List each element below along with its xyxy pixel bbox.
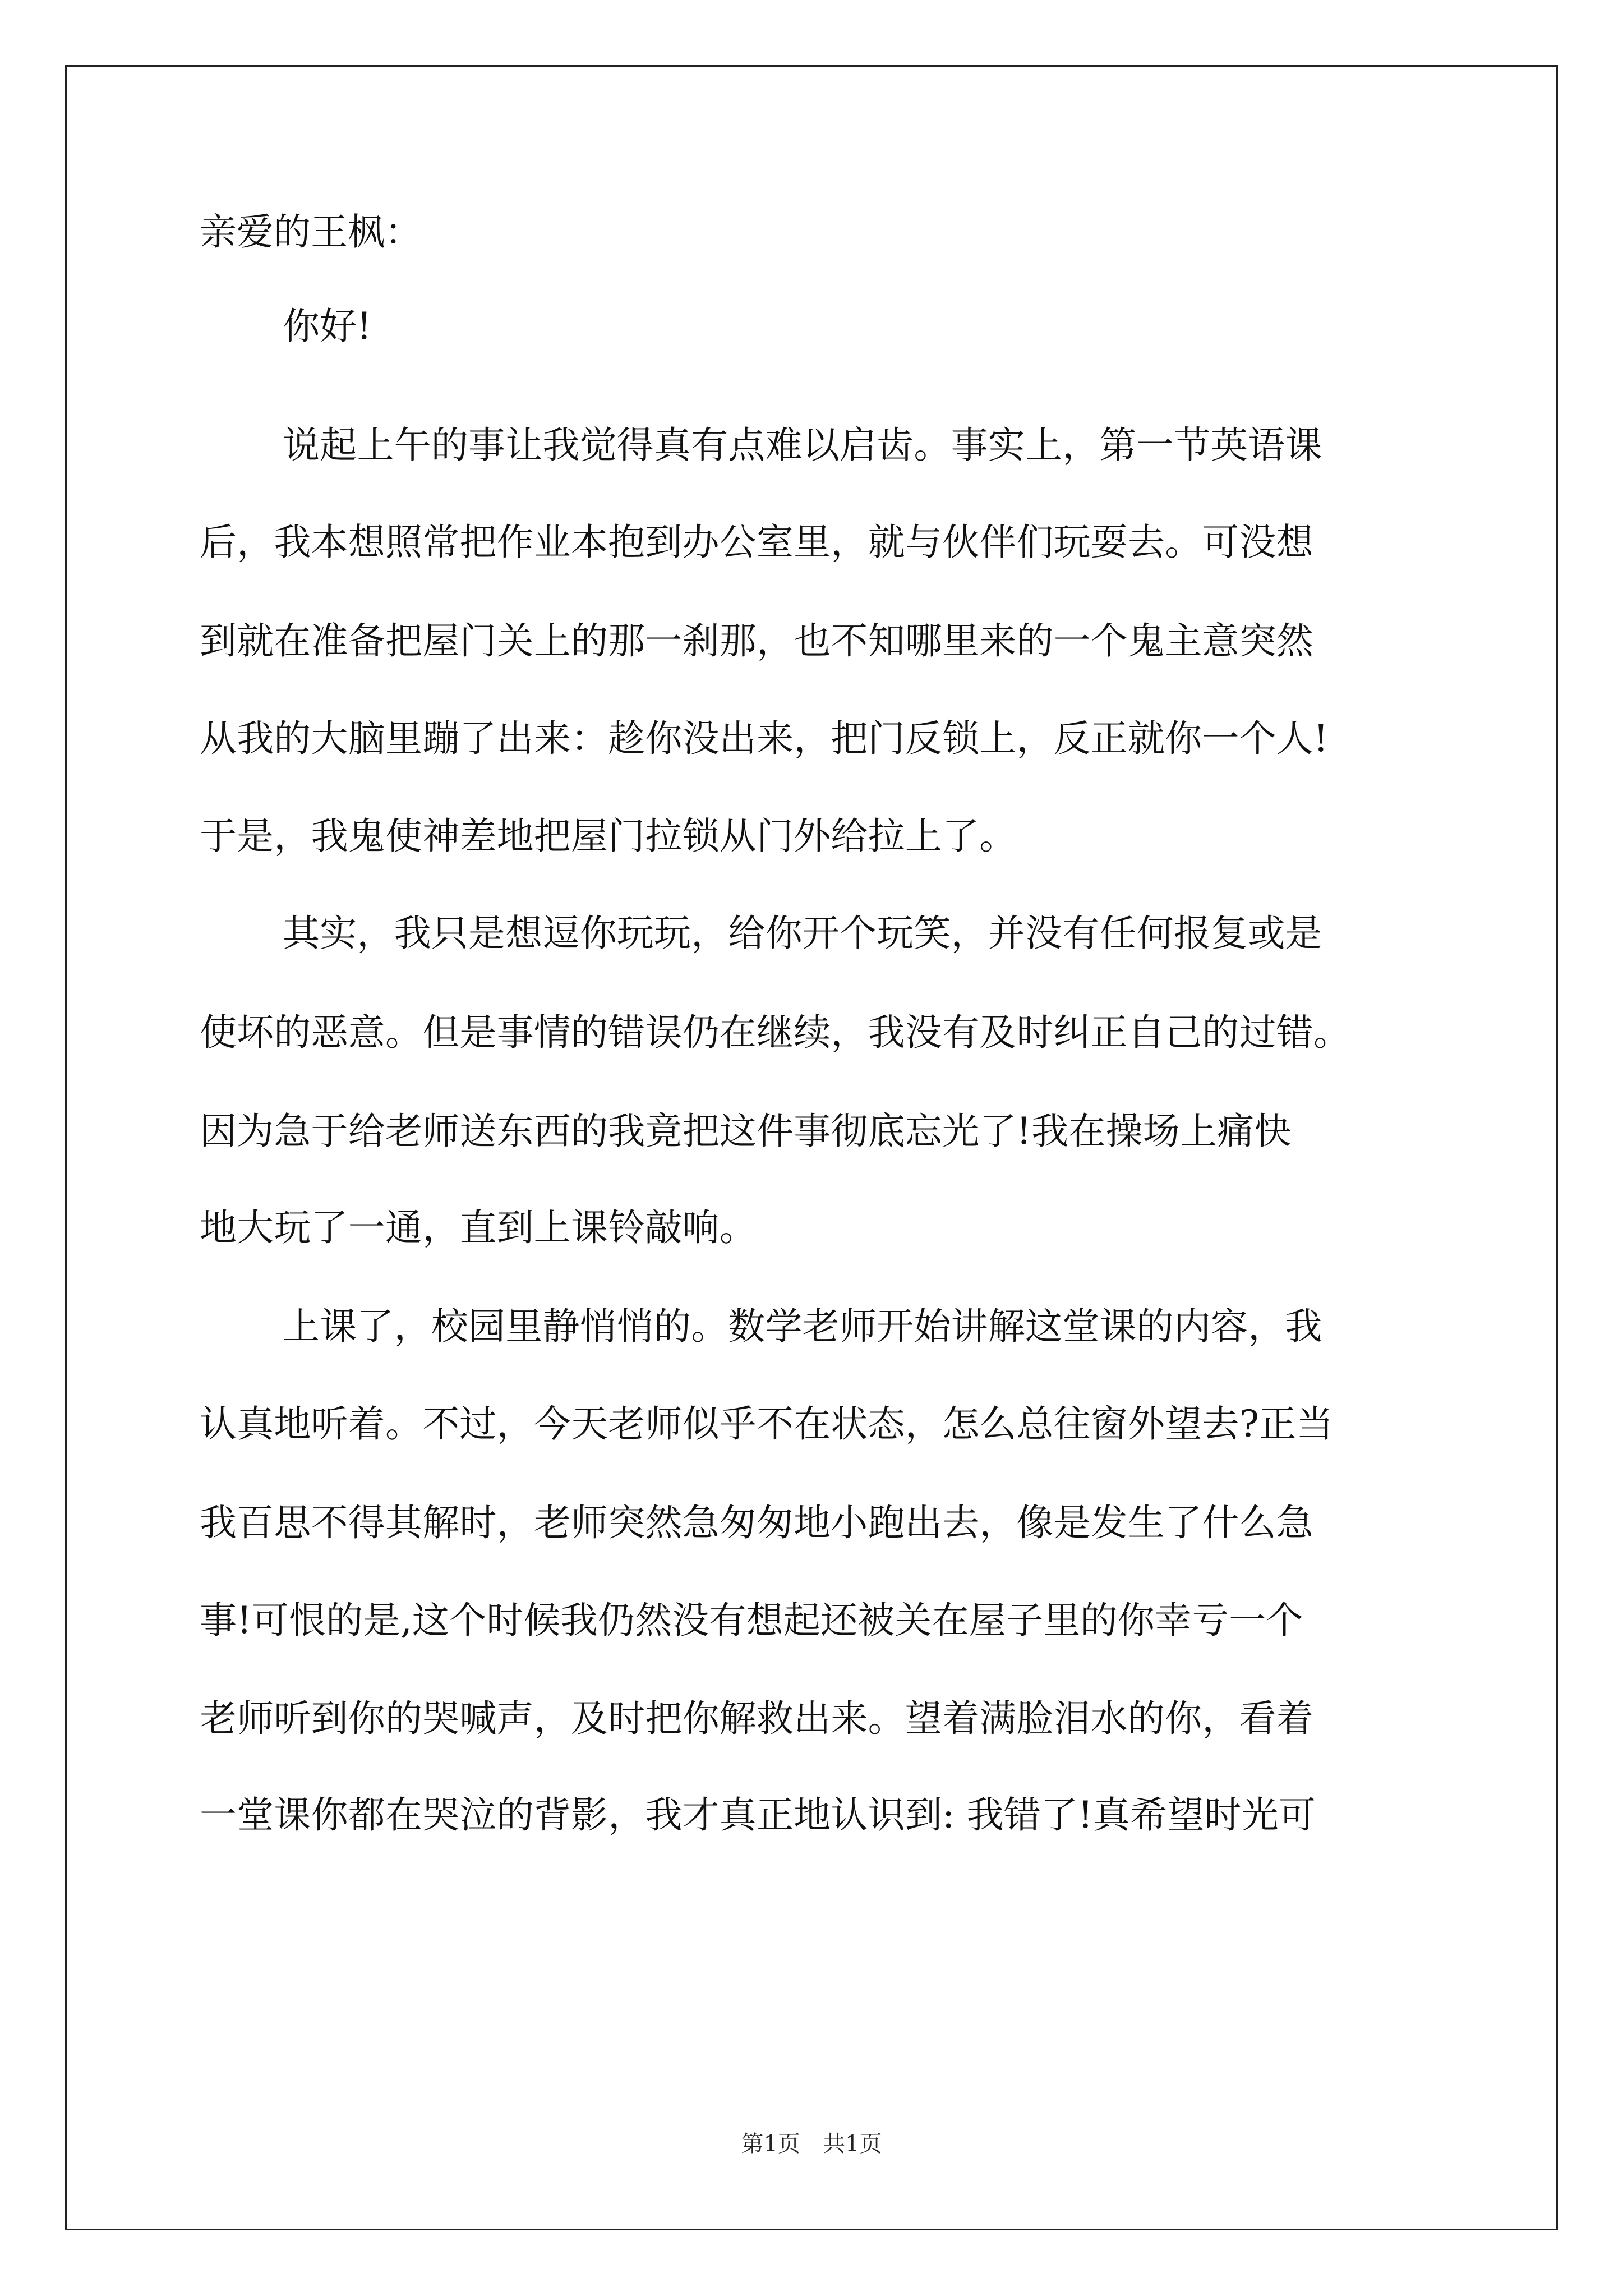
paragraph-2-line-3: 因为急于给老师送东西的我竟把这件事彻底忘光了!我在操场上痛快	[200, 1110, 1292, 1153]
paragraph-2-line-2: 使坏的恶意。但是事情的错误仍在继续，我没有及时纠正自己的过错。	[200, 1011, 1351, 1054]
paragraph-1-line-2: 后，我本想照常把作业本抱到办公室里，就与伙伴们玩耍去。可没想	[200, 521, 1313, 564]
page-number: 第1页 共1页	[741, 2131, 882, 2157]
salutation: 亲爱的王枫：	[200, 210, 422, 254]
paragraph-1-line-1: 说起上午的事让我觉得真有点难以启齿。事实上，第一节英语课	[283, 424, 1322, 467]
paragraph-2-line-1: 其实，我只是想逗你玩玩，给你开个玩笑，并没有任何报复或是	[283, 912, 1322, 955]
paragraph-1-line-5: 于是，我鬼使神差地把屋门拉锁从门外给拉上了。	[200, 815, 1017, 858]
paragraph-2-line-4: 地大玩了一通，直到上课铃敲响。	[200, 1206, 757, 1249]
paragraph-3-line-2: 认真地听着。不过，今天老师似乎不在状态，怎么总往窗外望去?正当	[200, 1402, 1334, 1446]
paragraph-3-line-3: 我百思不得其解时，老师突然急匆匆地小跑出去，像是发生了什么急	[200, 1501, 1313, 1544]
paragraph-1-line-4: 从我的大脑里蹦了出来：趁你没出来，把门反锁上，反正就你一个人!	[200, 717, 1329, 760]
paragraph-3-line-6: 一堂课你都在哭泣的背影，我才真正地认识到: 我错了!真希望时光可	[200, 1793, 1316, 1837]
paragraph-3-line-4: 事!可恨的是,这个时候我仍然没有想起还被关在屋子里的你幸亏一个	[200, 1599, 1303, 1642]
greeting: 你好!	[283, 305, 372, 348]
paragraph-3-line-5: 老师听到你的哭喊声，及时把你解救出来。望着满脸泪水的你，看着	[200, 1697, 1313, 1740]
paragraph-3-line-1: 上课了，校园里静悄悄的。数学老师开始讲解这堂课的内容，我	[283, 1305, 1322, 1348]
paragraph-1-line-3: 到就在准备把屋门关上的那一刹那，也不知哪里来的一个鬼主意突然	[200, 619, 1313, 662]
